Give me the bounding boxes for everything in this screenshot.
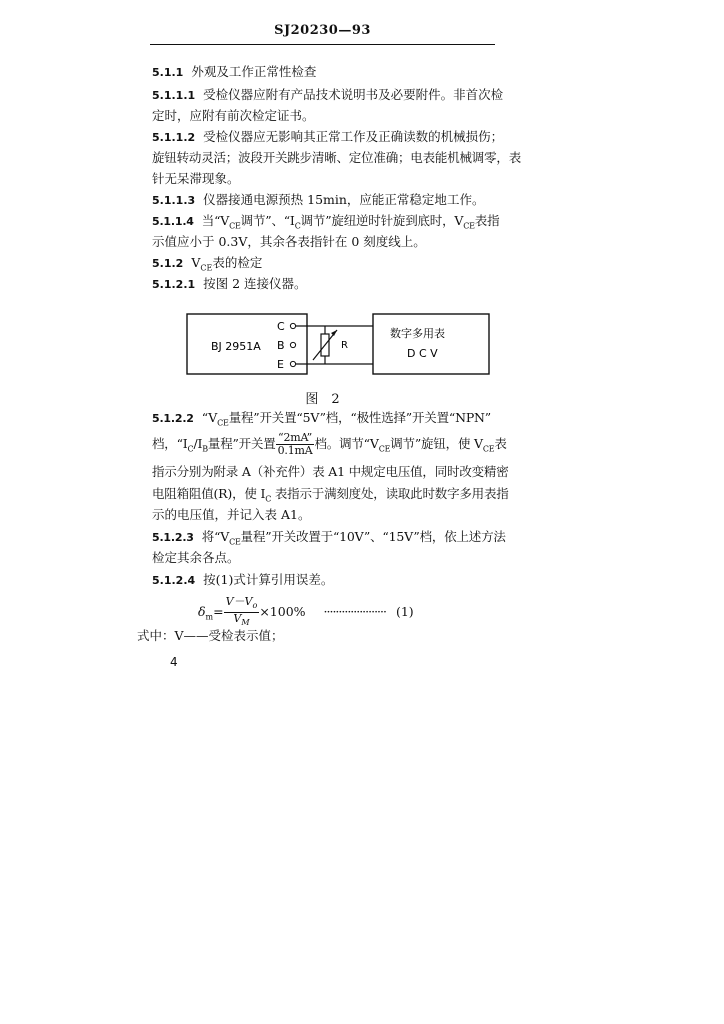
clause-number: 5.1.1.4 [152,215,194,228]
paragraph-line [152,550,240,566]
fraction-denominator [224,613,260,629]
paragraph-line [152,171,240,187]
subscript: B [202,444,208,454]
text: 表指 [474,213,500,228]
text: 定时，应附有前次检定证书。 [152,108,315,123]
text: 电阻箱阻值(R)，使 I [152,486,266,501]
numerator-text: V－V [225,595,253,608]
clause-number: 5.1.1.1 [152,89,196,102]
section-title: 外观及工作正常性检查 [191,64,317,79]
text: 按(1)式计算引用误差。 [203,572,334,587]
equals-sign: = [213,604,224,620]
denominator-text: V [233,612,242,626]
pin-c-label: C [277,320,285,333]
text: 式中：V——受检表示值； [137,628,284,643]
section-number: 5.1.1 [152,66,184,79]
connection-diagram [185,310,495,382]
subscript: CE [482,444,495,454]
text: /I [193,436,203,451]
subscript: C [187,444,194,454]
paragraph-line [152,529,506,551]
text: 当“V [201,213,230,228]
text: 指示分别为附录 A（补充件）表 A1 中规定电压值，同时改变精密 [152,464,509,479]
subscript: M [241,618,250,628]
subscript: CE [229,221,241,231]
paragraph-line [152,150,521,166]
clause-number: 5.1.2.2 [152,412,194,425]
paragraph-line [152,432,507,458]
text: 调节”旋钮，使 V [390,436,483,451]
formula-1 [198,596,414,629]
paragraph-line [152,410,491,432]
equation-number: (1) [395,604,414,620]
header-rule [150,44,495,45]
text: 调节”旋纽逆时针旋到底时，V [300,213,464,228]
formula-tail: ×100% [259,604,306,620]
section-heading [152,255,262,277]
clause-number: 5.1.1.3 [152,194,196,207]
paragraph-line [152,87,503,104]
paragraph-line [152,192,484,209]
text: 表 [494,436,507,451]
text: 仪器接通电源预热 15min，应能正常稳定地工作。 [203,192,485,207]
subscript: CE [217,418,229,428]
pin-e-label: E [277,358,284,371]
subscript: o [252,601,258,611]
resistor-label: R [341,340,348,351]
clause-number: 5.1.1.2 [152,131,196,144]
text: “V [201,410,218,425]
paragraph-line [152,108,315,124]
paragraph-line [152,234,426,250]
formula-fraction [224,596,260,629]
subscript: CE [229,537,241,547]
clause-number: 5.1.2.4 [152,574,196,587]
paragraph-line [152,464,509,480]
paragraph-line [152,507,310,523]
figure-caption: 图 2 [305,392,340,407]
paragraph-line [152,486,509,508]
text: 档，“I [152,436,188,451]
meter-box [373,314,489,374]
text: 针无呆滞现象。 [152,171,240,186]
clause-number: 5.1.2.3 [152,531,194,544]
text: 旋钮转动灵活；波段开关跳步清晰、定位准确；电表能机械调零，表 [152,150,522,165]
range-fraction [276,432,315,457]
text: 将“V [201,529,230,544]
leader-dots: ····················· [323,604,386,620]
meter-label: 数字多用表 [390,327,445,340]
text: 检定其余各点。 [152,550,240,565]
document-code: SJ20230—93 [274,23,371,38]
device-label: BJ 2951A [211,340,261,353]
paragraph-line [137,628,284,644]
fraction-numerator: “2mA” [276,432,315,445]
text: 档。调节“V [314,436,379,451]
subscript: CE [200,263,213,273]
subscript: m [205,612,214,622]
terminal-b [290,342,295,347]
page-number: 4 [170,655,178,669]
text: 表的检定 [212,255,263,270]
meter-mode-label: D C V [407,347,438,360]
paragraph-line [152,213,499,235]
subscript: CE [378,444,391,454]
text: V [191,255,201,270]
subscript: CE [463,221,475,231]
terminal-e [290,361,295,366]
text: 示值应小于 0.3V，其余各表指针在 0 刻度线上。 [152,234,426,249]
section-number: 5.1.2 [152,257,184,270]
text: 受检仪器应无影响其正常工作及正确读数的机械损伤； [203,129,504,144]
paragraph-line [152,276,307,293]
text: 示的电压值，并记入表 A1。 [152,507,311,522]
subscript: C [265,494,272,504]
arrow-head-icon [331,330,337,336]
paragraph-line [152,129,503,146]
formula-symbol: δ [198,604,206,620]
fraction-numerator [224,596,260,613]
terminal-c [290,323,295,328]
fraction-denominator: 0.1mA [277,444,313,457]
paragraph-line [152,572,333,589]
text: 按图 2 连接仪器。 [203,276,307,291]
text: 表指示于满刻度处，读取此时数字多用表指 [271,486,509,501]
text: 受检仪器应附有产品技术说明书及必要附件。非首次检 [203,87,504,102]
text: 量程”开关改置于“10V”、“15V”档，依上述方法 [240,529,506,544]
pin-b-label: B [277,339,285,352]
section-heading [152,64,316,81]
text: 调节”、“I [240,213,295,228]
text: 量程”开关置 [207,436,276,451]
subscript: C [294,221,301,231]
text: 量程”开关置“5V”档，“极性选择”开关置“NPN” [228,410,491,425]
clause-number: 5.1.2.1 [152,278,196,291]
